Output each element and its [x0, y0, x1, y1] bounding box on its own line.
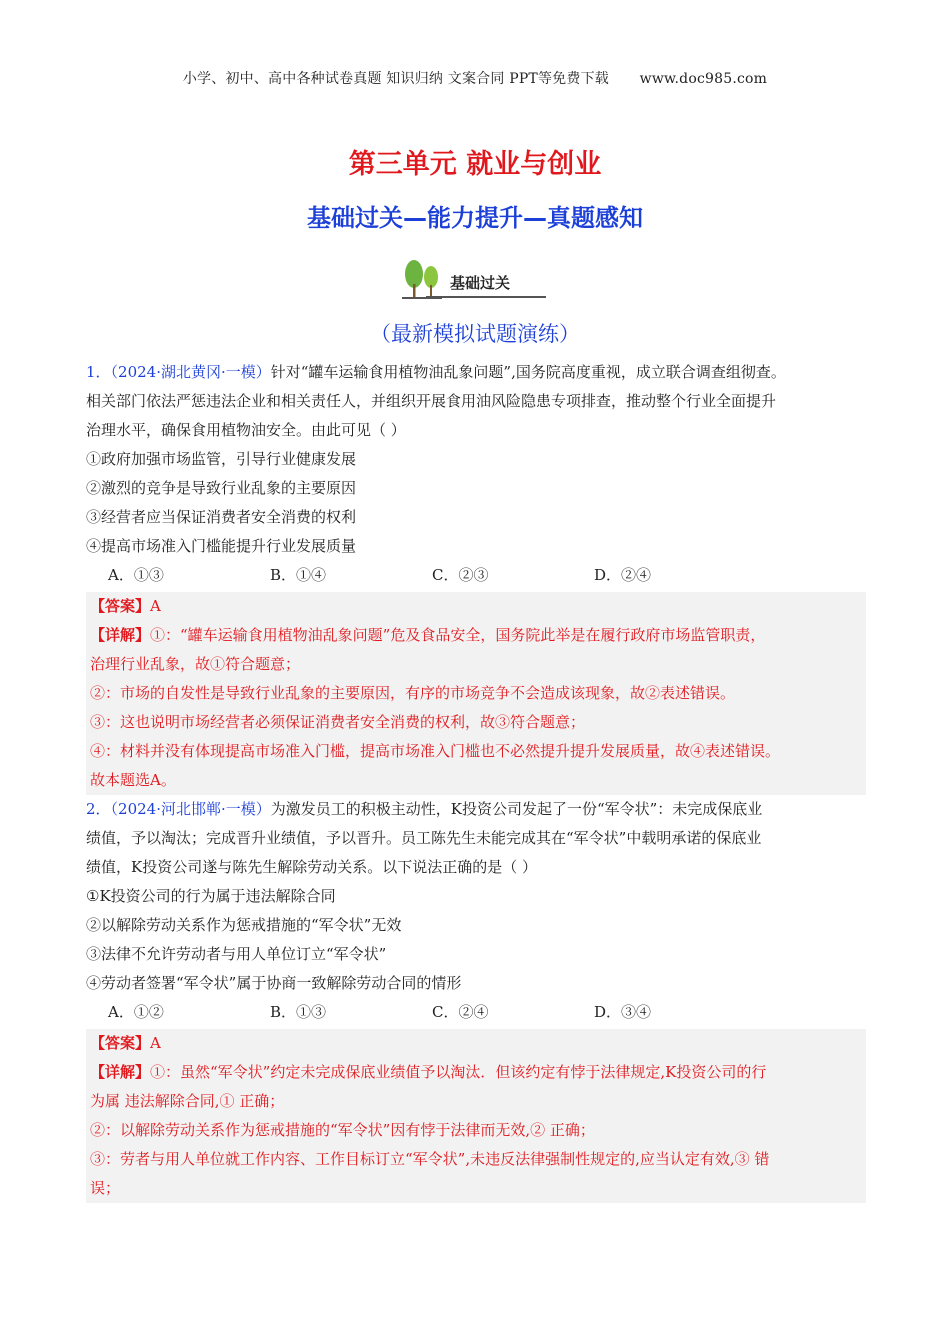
answer-tag: 【答案】: [90, 597, 151, 615]
answer-value: A: [150, 1034, 161, 1052]
section-heading: （最新模拟试题演练）: [370, 322, 580, 346]
detail-text: 为属 违法解除合同,① 正确；: [90, 1092, 285, 1110]
option-1: ①政府加强市场监管，引导行业健康发展: [86, 450, 357, 468]
page-header: [0, 68, 950, 88]
detail-text: ④：材料并没有体现提高市场准入门槛，提高市场准入门槛也不必然提升提升发展质量，故④表述错误。: [90, 742, 781, 760]
choice-c[interactable]: C．②④: [432, 1003, 489, 1021]
answer-value: A: [150, 597, 161, 615]
answer-box: [86, 1029, 866, 1203]
stem-line: 绩值，予以淘汰；完成晋升业绩值，予以晋升。员工陈先生未能完成其在“军令状”中载明承诺的保底业: [86, 829, 762, 847]
choice-a[interactable]: A．①③: [108, 566, 164, 584]
detail-line: [90, 621, 862, 650]
detail-tag: 【详解】: [90, 1063, 151, 1081]
detail-text: ③：劳者与用人单位就工作内容、工作目标订立“军令状”,未违反法律强制性规定的,应当认定有效,③ 错: [90, 1150, 770, 1168]
option-4: ④劳动者签署“军令状”属于协商一致解除劳动合同的情形: [86, 974, 462, 992]
header-text: 小学、初中、高中各种试卷真题 知识归纳 文案合同 PPT等免费下载: [182, 71, 609, 87]
option-3: ③法律不允许劳动者与用人单位订立“军令状”: [86, 945, 387, 963]
header-site[interactable]: www.doc985.com: [639, 71, 768, 87]
question-stem: [86, 358, 866, 387]
stem-line: 相关部门依法严惩违法企业和相关责任人，并组织开展食用油风险隐患专项排查，推动整个行业全面提升: [86, 392, 777, 410]
answer-line: [90, 592, 862, 621]
page-title: 第三单元 就业与创业: [348, 149, 602, 180]
section-badge: [400, 258, 550, 302]
choice-d[interactable]: D．③④: [594, 1003, 652, 1021]
question-source: （2024·河北邯郸·一模）: [110, 800, 271, 818]
question-number: 1．: [86, 363, 111, 381]
detail-text: 治理行业乱象，故①符合题意；: [90, 655, 301, 673]
choice-row: [108, 998, 866, 1027]
question-1: [86, 358, 866, 795]
detail-text: ③：这也说明市场经营者必须保证消费者安全消费的权利，故③符合题意；: [90, 713, 586, 731]
choice-row: [108, 561, 866, 590]
choice-b[interactable]: B．①④: [270, 566, 327, 584]
detail-text: ②：以解除劳动关系作为惩戒措施的“军令状”因有悖于法律而无效,② 正确；: [90, 1121, 595, 1139]
answer-line: [90, 1029, 862, 1058]
stem-line: 治理水平，确保食用植物油安全。由此可见（ ）: [86, 421, 406, 439]
question-source: （2024·湖北黄冈·一模）: [110, 363, 271, 381]
option-3: ③经营者应当保证消费者安全消费的权利: [86, 508, 357, 526]
choice-a[interactable]: A．①②: [108, 1003, 164, 1021]
answer-box: [86, 592, 866, 795]
option-1: ①K投资公司的行为属于违法解除合同: [86, 887, 336, 905]
stem-line: 为激发员工的积极主动性，K投资公司发起了一份“军令状”：未完成保底业: [270, 800, 763, 818]
badge-label: 基础过关: [450, 274, 511, 292]
page-subtitle: 基础过关—能力提升—真题感知: [307, 204, 643, 232]
answer-tag: 【答案】: [90, 1034, 151, 1052]
choice-d[interactable]: D．②④: [594, 566, 652, 584]
question-list: [86, 358, 866, 1203]
detail-text: ②：市场的自发性是导致行业乱象的主要原因，有序的市场竞争不会造成该现象，故②表述错误。: [90, 684, 736, 702]
option-4: ④提高市场准入门槛能提升行业发展质量: [86, 537, 357, 555]
badge-underline: [426, 296, 546, 298]
choice-c[interactable]: C．②③: [432, 566, 489, 584]
detail-line: [90, 1058, 862, 1087]
option-2: ②激烈的竞争是导致行业乱象的主要原因: [86, 479, 357, 497]
stem-line: 针对“罐车运输食用植物油乱象问题”,国务院高度重视，成立联合调查组彻查。: [270, 363, 786, 381]
detail-text: ①：虽然“军令状”约定未完成保底业绩值予以淘汰．但该约定有悖于法律规定,K投资公司的行: [150, 1063, 767, 1081]
stem-line: 绩值，K投资公司遂与陈先生解除劳动关系。以下说法正确的是（ ）: [86, 858, 537, 876]
detail-text: ①：“罐车运输食用植物油乱象问题”危及食品安全，国务院此举是在履行政府市场监管职责，: [150, 626, 766, 644]
option-2: ②以解除劳动关系作为惩戒措施的“军令状”无效: [86, 916, 402, 934]
detail-text: 误；: [90, 1179, 121, 1197]
question-number: 2．: [86, 800, 111, 818]
detail-tag: 【详解】: [90, 626, 151, 644]
choice-b[interactable]: B．①③: [270, 1003, 327, 1021]
detail-text: 故本题选A。: [90, 771, 176, 789]
question-stem: [86, 795, 866, 824]
question-2: [86, 795, 866, 1203]
